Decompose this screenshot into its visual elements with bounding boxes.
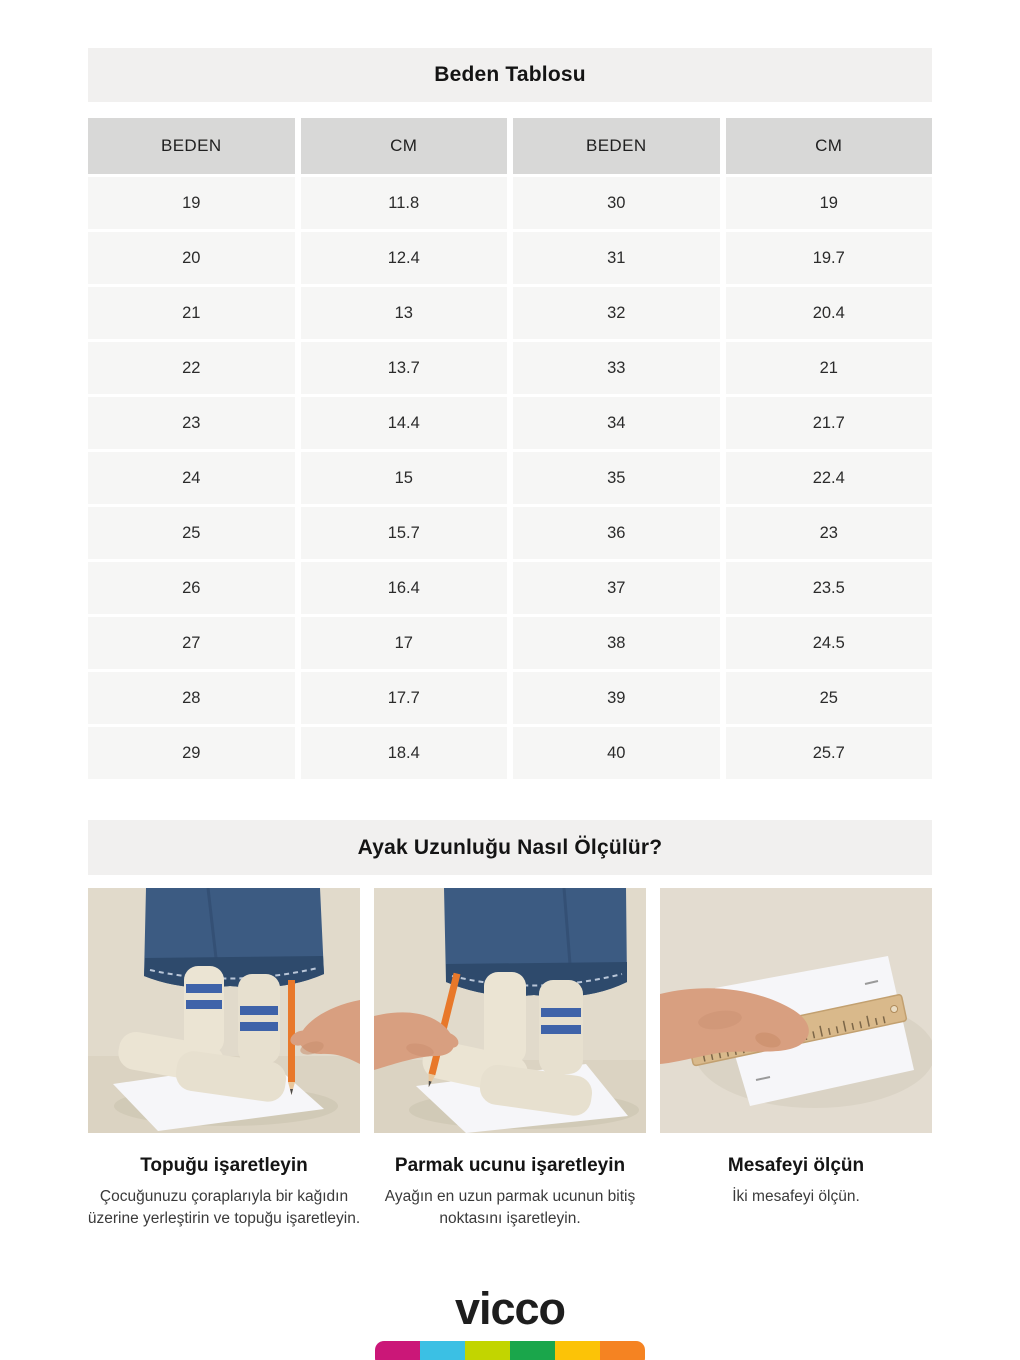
table-cell: 31 <box>513 232 720 284</box>
measure-section-title-bar <box>88 820 932 875</box>
col-header-beden-2: BEDEN <box>513 118 720 174</box>
table-cell: 27 <box>88 617 295 669</box>
measure-distance-illustration <box>660 888 932 1133</box>
color-bar-segment <box>420 1341 465 1360</box>
table-cell: 21 <box>88 287 295 339</box>
step-title: Mesafeyi ölçün <box>727 1155 865 1176</box>
step-mark-toe <box>374 888 646 1231</box>
color-bar-segment <box>555 1341 600 1360</box>
table-cell: 39 <box>513 672 720 724</box>
table-cell: 14.4 <box>301 397 508 449</box>
measure-distance-photo <box>660 888 932 1133</box>
table-cell: 11.8 <box>301 177 508 229</box>
table-cell: 18.4 <box>301 727 508 779</box>
table-cell: 20 <box>88 232 295 284</box>
table-cell: 38 <box>513 617 720 669</box>
table-cell: 23 <box>88 397 295 449</box>
size-table-title: Beden Tablosu <box>434 63 586 86</box>
table-cell: 22 <box>88 342 295 394</box>
table-cell: 28 <box>88 672 295 724</box>
table-cell: 19.7 <box>726 232 933 284</box>
step-mark-heel <box>88 888 360 1231</box>
table-cell: 37 <box>513 562 720 614</box>
size-table-title-bar <box>88 48 932 102</box>
col-header-cm-1: CM <box>301 118 508 174</box>
color-bar-segment <box>375 1341 420 1360</box>
step-description: Çocuğunuzu çoraplarıyla bir kağıdın üzerine yerleştirin ve topuğu işaretleyin. <box>87 1188 361 1228</box>
color-bar-segment <box>600 1341 645 1360</box>
table-cell: 26 <box>88 562 295 614</box>
table-cell: 25 <box>88 507 295 559</box>
col-header-cm-2: CM <box>726 118 933 174</box>
table-cell: 22.4 <box>726 452 933 504</box>
table-cell: 25 <box>726 672 933 724</box>
mark-toe-illustration <box>374 888 646 1133</box>
table-cell: 23.5 <box>726 562 933 614</box>
table-cell: 33 <box>513 342 720 394</box>
measure-steps <box>88 888 932 1231</box>
mark-toe-photo <box>374 888 646 1133</box>
table-cell: 30 <box>513 177 720 229</box>
table-cell: 23 <box>726 507 933 559</box>
step-description: İki mesafeyi ölçün. <box>732 1188 860 1205</box>
table-cell: 35 <box>513 452 720 504</box>
table-cell: 17 <box>301 617 508 669</box>
step-description: Ayağın en uzun parmak ucunun bitiş noktasını işaretleyin. <box>384 1188 636 1228</box>
mark-heel-photo <box>88 888 360 1133</box>
table-cell: 20.4 <box>726 287 933 339</box>
table-cell: 15.7 <box>301 507 508 559</box>
mark-heel-illustration <box>88 888 360 1133</box>
table-cell: 15 <box>301 452 508 504</box>
table-cell: 36 <box>513 507 720 559</box>
table-cell: 34 <box>513 397 720 449</box>
step-measure-distance <box>660 888 932 1231</box>
size-table <box>88 118 932 779</box>
table-cell: 13.7 <box>301 342 508 394</box>
table-cell: 29 <box>88 727 295 779</box>
table-cell: 13 <box>301 287 508 339</box>
brand-color-bar <box>375 1341 645 1360</box>
table-cell: 40 <box>513 727 720 779</box>
table-cell: 19 <box>726 177 933 229</box>
measure-section-title: Ayak Uzunluğu Nasıl Ölçülür? <box>357 835 663 859</box>
table-cell: 21.7 <box>726 397 933 449</box>
col-header-beden-1: BEDEN <box>88 118 295 174</box>
table-cell: 12.4 <box>301 232 508 284</box>
table-cell: 32 <box>513 287 720 339</box>
vicco-logo: vicco <box>454 1283 566 1334</box>
color-bar-segment <box>510 1341 555 1360</box>
table-cell: 24 <box>88 452 295 504</box>
table-cell: 17.7 <box>301 672 508 724</box>
table-cell: 19 <box>88 177 295 229</box>
step-title: Parmak ucunu işaretleyin <box>394 1155 626 1176</box>
color-bar-segment <box>465 1341 510 1360</box>
table-cell: 16.4 <box>301 562 508 614</box>
step-title: Topuğu işaretleyin <box>140 1155 308 1176</box>
table-cell: 24.5 <box>726 617 933 669</box>
table-cell: 21 <box>726 342 933 394</box>
table-cell: 25.7 <box>726 727 933 779</box>
